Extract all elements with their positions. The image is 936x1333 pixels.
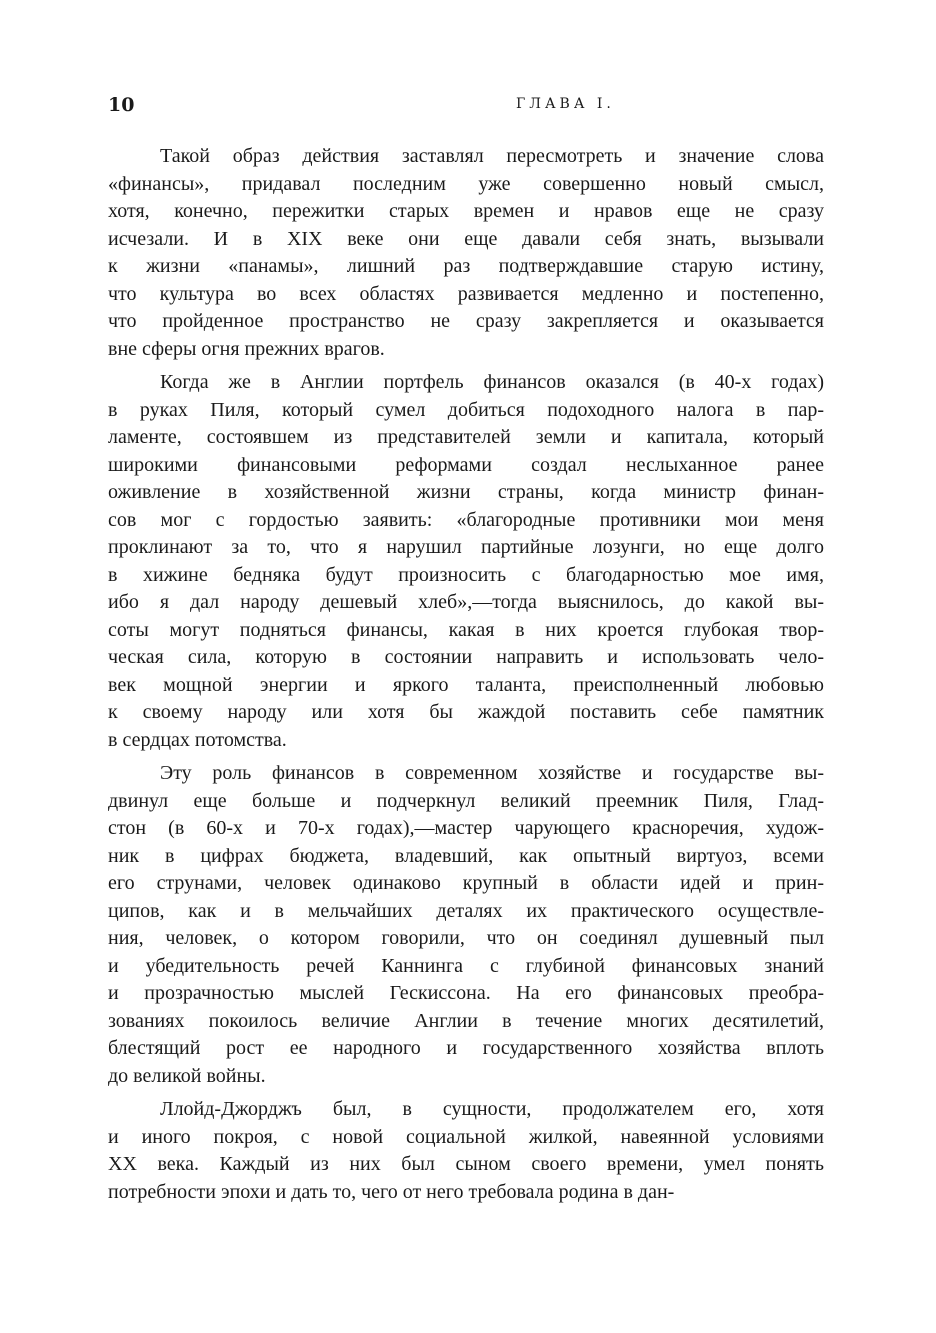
text-line: к жизни «панамы», лишний раз подтверждавшие старую истину, (108, 255, 824, 277)
text-line: ческая сила, которую в состоянии направить и использовать чело- (108, 646, 824, 668)
text-line: что культура во всех областях развивается медленно и постепенно, (108, 282, 824, 305)
paragraph (108, 143, 824, 363)
text-line: в руках Пиля, который сумел добиться подоходного налога в пар- (108, 398, 824, 421)
text-line: XX века. Каждый из них был сыном своего времени, умел понять (108, 1153, 824, 1175)
text-line: к своему народу или хотя бы жаждой поставить себе памятник (108, 701, 824, 723)
text-line: блестящий рост ее народного и государственного хозяйства вплоть (108, 1037, 824, 1059)
text-line: и убедительность речей Каннинга с глубиной финансовых знаний (108, 954, 824, 977)
text-line: зованиях покоилось величие Англии в течение многих десятилетий, (108, 1009, 824, 1032)
paragraph (108, 1096, 824, 1206)
running-head: ГЛАВА I. (516, 96, 615, 112)
page-number: 10 (108, 94, 135, 116)
text-line: ципов, как и в мельчайших деталях их практического осуществле- (108, 899, 824, 922)
text-line: оживление в хозяйственной жизни страны, когда министр финан- (108, 481, 824, 503)
text-line: в сердцах потомства. (108, 728, 287, 751)
page-header (108, 94, 824, 124)
text-line: Ллойд-Джорджъ был, в сущности, продолжателем его, хотя (160, 1098, 824, 1120)
text-line: широкими финансовыми реформами создал неслыханное ранее (108, 453, 824, 476)
text-line: Когда же в Англии портфель финансов оказался (в 40-х годах) (160, 371, 824, 393)
text-line: проклинают за то, что я нарушил партийные лозунги, но еще долго (108, 536, 824, 558)
text-line: сов мог с гордостью заявить: «благородные противники мои меня (108, 508, 824, 531)
text-line: и иного покроя, с новой социальной жилкой, навеянной условиями (108, 1125, 824, 1148)
text-line: и прозрачностью мыслей Гескиссона. На его финансовых преобра- (108, 982, 824, 1004)
text-line: хотя, конечно, пережитки старых времен и нравов еще не сразу (108, 200, 824, 222)
text-line: ибо я дал народу дешевый хлеб»,—тогда выяснилось, до какой вы- (108, 591, 824, 613)
text-line: вне сферы огня прежних врагов. (108, 337, 385, 360)
paragraph (108, 760, 824, 1090)
text-line: ник в цифрах бюджета, владевший, как опытный виртуоз, всеми (108, 844, 824, 867)
text-line: двинул еще больше и подчеркнул великий преемник Пиля, Глад- (108, 789, 824, 812)
text-line: «финансы», придавал последним уже совершенно новый смысл, (108, 172, 824, 195)
text-line: ламенте, состоявшем из представителей земли и капитала, который (108, 426, 824, 448)
text-line: соты могут подняться финансы, какая в них кроется глубокая твор- (108, 618, 824, 641)
text-line: потребности эпохи и дать то, чего от него требовала родина в дан- (108, 1180, 675, 1203)
text-line: его струнами, человек одинаково крупный в области идей и прин- (108, 872, 824, 894)
text-line: ния, человек, о котором говорили, что он соединял душевный пыл (108, 927, 824, 949)
text-line: стон (в 60-х и 70-х годах),—мастер чарующего красноречия, худож- (108, 817, 824, 839)
paragraph (108, 369, 824, 754)
text-line: что пройденное пространство не сразу закрепляется и оказывается (108, 310, 824, 332)
text-line: в хижине бедняка будут произносить с благодарностью мое имя, (108, 563, 824, 586)
text-line: Эту роль финансов в современном хозяйстве и государстве вы- (160, 762, 824, 784)
text-line: исчезали. И в XIX веке они еще давали себя знать, вызывали (108, 227, 824, 250)
text-line: до великой войны. (108, 1064, 266, 1087)
text-line: Такой образ действия заставлял пересмотреть и значение слова (160, 145, 824, 167)
body-text (108, 143, 824, 1212)
text-line: век мощной энергии и яркого таланта, преисполненный любовью (108, 673, 824, 696)
